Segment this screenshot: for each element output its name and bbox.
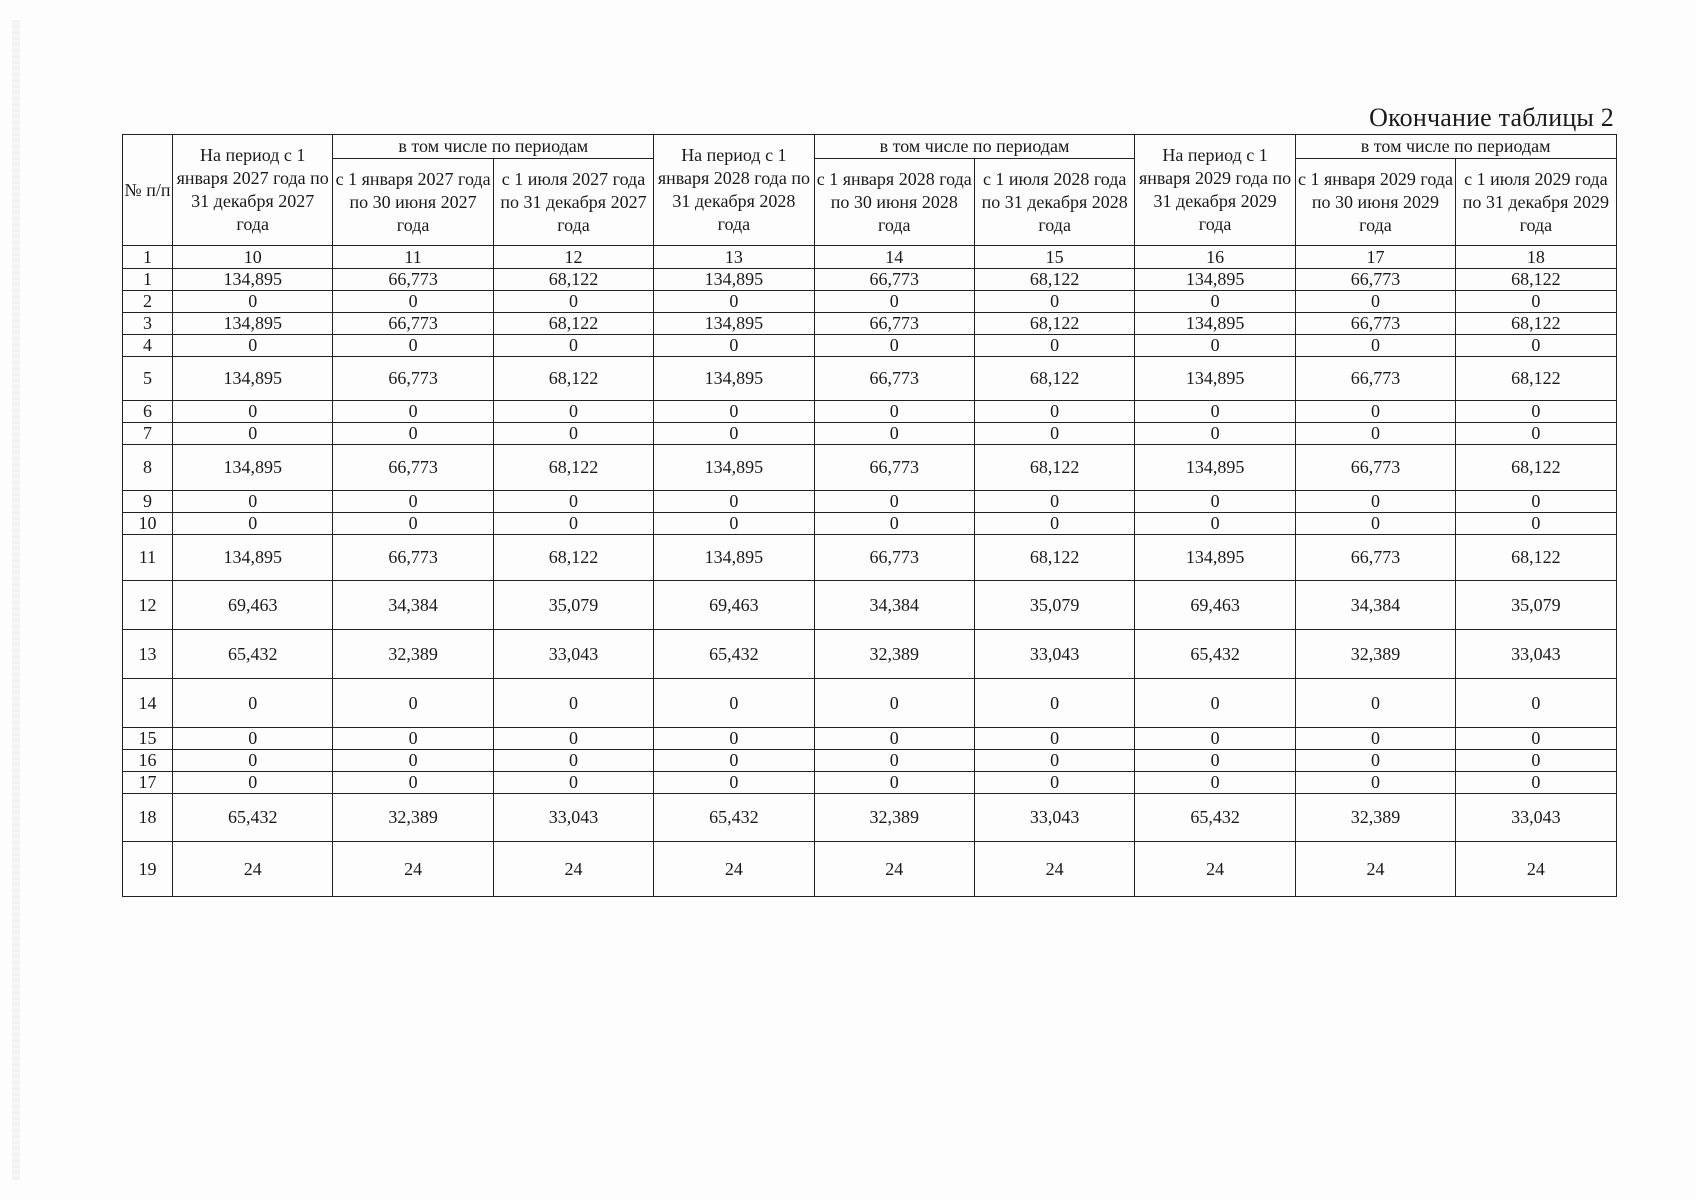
table-row xyxy=(123,335,1617,357)
table-cell: 68,122 xyxy=(1456,445,1616,491)
table-cell: 0 xyxy=(1135,772,1295,794)
table-cell: 0 xyxy=(493,291,653,313)
table-cell: 35,079 xyxy=(1456,581,1616,630)
column-number: 10 xyxy=(173,246,333,269)
table-cell: 0 xyxy=(1135,679,1295,728)
table-cell: 32,389 xyxy=(814,794,974,842)
table-cell: 0 xyxy=(814,513,974,535)
table-cell: 0 xyxy=(1295,423,1455,445)
table-row xyxy=(123,750,1617,772)
table-cell: 32,389 xyxy=(1295,794,1455,842)
table-cell: 69,463 xyxy=(173,581,333,630)
table-cell: 0 xyxy=(1456,513,1616,535)
row-number: 10 xyxy=(123,513,173,535)
table-cell: 0 xyxy=(493,491,653,513)
table-cell: 66,773 xyxy=(333,313,493,335)
table-cell: 134,895 xyxy=(173,313,333,335)
table-cell: 68,122 xyxy=(974,535,1134,581)
table-cell: 24 xyxy=(654,842,814,897)
table-cell: 0 xyxy=(493,728,653,750)
table-cell: 0 xyxy=(654,335,814,357)
table-row xyxy=(123,357,1617,401)
table-cell: 0 xyxy=(1135,335,1295,357)
header-group-2029: в том числе по периодам xyxy=(1295,135,1616,159)
table-cell: 0 xyxy=(333,423,493,445)
header-col-13: На период с 1 января 2028 года по 31 декабря 2028 года xyxy=(654,135,814,246)
table-cell: 0 xyxy=(173,750,333,772)
table-cell: 0 xyxy=(814,750,974,772)
header-col-18: с 1 июля 2029 года по 31 декабря 2029 года xyxy=(1456,159,1616,246)
table-cell: 0 xyxy=(654,750,814,772)
header-no: № п/п xyxy=(123,135,173,246)
table-cell: 0 xyxy=(654,401,814,423)
table-row xyxy=(123,445,1617,491)
table-cell: 0 xyxy=(1295,728,1455,750)
scan-edge-shadow xyxy=(12,20,20,1180)
table-cell: 134,895 xyxy=(654,269,814,291)
table-cell: 0 xyxy=(1295,513,1455,535)
table-cell: 34,384 xyxy=(1295,581,1455,630)
table-cell: 0 xyxy=(493,335,653,357)
table-cell: 68,122 xyxy=(1456,357,1616,401)
table-cell: 0 xyxy=(814,491,974,513)
table-cell: 68,122 xyxy=(1456,535,1616,581)
table-row xyxy=(123,535,1617,581)
table-cell: 134,895 xyxy=(173,357,333,401)
table-cell: 65,432 xyxy=(1135,794,1295,842)
table-cell: 0 xyxy=(1456,728,1616,750)
table-cell: 24 xyxy=(173,842,333,897)
table-cell: 0 xyxy=(173,513,333,535)
table-row xyxy=(123,269,1617,291)
header-col-17: с 1 января 2029 года по 30 июня 2029 года xyxy=(1295,159,1455,246)
table-cell: 34,384 xyxy=(333,581,493,630)
table-cell: 0 xyxy=(1135,750,1295,772)
table-cell: 134,895 xyxy=(654,535,814,581)
table-row xyxy=(123,313,1617,335)
table-cell: 0 xyxy=(1456,750,1616,772)
table-cell: 0 xyxy=(1295,491,1455,513)
table-cell: 66,773 xyxy=(1295,269,1455,291)
column-number: 1 xyxy=(123,246,173,269)
table-cell: 0 xyxy=(1456,401,1616,423)
table-cell: 0 xyxy=(1456,679,1616,728)
table-row xyxy=(123,794,1617,842)
table-cell: 134,895 xyxy=(1135,535,1295,581)
table-cell: 24 xyxy=(1135,842,1295,897)
table-cell: 0 xyxy=(654,291,814,313)
row-number: 4 xyxy=(123,335,173,357)
table-row xyxy=(123,581,1617,630)
table-cell: 65,432 xyxy=(654,794,814,842)
table-cell: 0 xyxy=(493,423,653,445)
table-cell: 0 xyxy=(974,772,1134,794)
table-cell: 68,122 xyxy=(1456,269,1616,291)
column-number: 16 xyxy=(1135,246,1295,269)
table-cell: 0 xyxy=(654,491,814,513)
table-cell: 33,043 xyxy=(1456,794,1616,842)
header-group-2027: в том числе по периодам xyxy=(333,135,654,159)
table-cell: 0 xyxy=(1456,291,1616,313)
table-cell: 66,773 xyxy=(333,269,493,291)
row-number: 17 xyxy=(123,772,173,794)
table-row xyxy=(123,772,1617,794)
row-number: 16 xyxy=(123,750,173,772)
table-cell: 0 xyxy=(1295,772,1455,794)
table-cell: 0 xyxy=(974,423,1134,445)
table-cell: 35,079 xyxy=(493,581,653,630)
table-cell: 134,895 xyxy=(1135,269,1295,291)
column-number: 15 xyxy=(974,246,1134,269)
header-row-subperiods xyxy=(123,159,1617,246)
header-col-15: с 1 июля 2028 года по 31 декабря 2028 года xyxy=(974,159,1134,246)
header-col-12: с 1 июля 2027 года по 31 декабря 2027 года xyxy=(493,159,653,246)
data-table xyxy=(122,134,1617,897)
table-cell: 0 xyxy=(333,750,493,772)
table-cell: 0 xyxy=(1135,423,1295,445)
table-cell: 0 xyxy=(173,679,333,728)
table-cell: 0 xyxy=(333,728,493,750)
table-cell: 134,895 xyxy=(173,535,333,581)
table-cell: 33,043 xyxy=(493,630,653,679)
table-cell: 0 xyxy=(814,679,974,728)
table-cell: 68,122 xyxy=(974,313,1134,335)
table-cell: 66,773 xyxy=(1295,357,1455,401)
table-cell: 0 xyxy=(333,679,493,728)
table-cell: 65,432 xyxy=(1135,630,1295,679)
column-number: 18 xyxy=(1456,246,1616,269)
table-cell: 0 xyxy=(173,772,333,794)
table-cell: 66,773 xyxy=(1295,535,1455,581)
table-cell: 68,122 xyxy=(493,535,653,581)
table-cell: 0 xyxy=(333,335,493,357)
table-cell: 66,773 xyxy=(814,445,974,491)
row-number: 18 xyxy=(123,794,173,842)
table-row xyxy=(123,513,1617,535)
table-cell: 66,773 xyxy=(814,269,974,291)
table-cell: 66,773 xyxy=(1295,313,1455,335)
table-caption: Окончание таблицы 2 xyxy=(1369,103,1614,132)
table-cell: 0 xyxy=(173,335,333,357)
table-cell: 0 xyxy=(333,491,493,513)
table-cell: 65,432 xyxy=(654,630,814,679)
table-cell: 0 xyxy=(1295,750,1455,772)
table-cell: 0 xyxy=(333,772,493,794)
table-cell: 0 xyxy=(1456,491,1616,513)
table-cell: 0 xyxy=(974,401,1134,423)
table-cell: 0 xyxy=(1456,335,1616,357)
header-col-11: с 1 января 2027 года по 30 июня 2027 года xyxy=(333,159,493,246)
table-header xyxy=(123,135,1617,269)
table-cell: 0 xyxy=(974,750,1134,772)
table-cell: 66,773 xyxy=(333,535,493,581)
table-cell: 0 xyxy=(493,772,653,794)
table-cell: 32,389 xyxy=(333,630,493,679)
table-cell: 0 xyxy=(974,513,1134,535)
table-cell: 0 xyxy=(814,728,974,750)
table-cell: 134,895 xyxy=(1135,445,1295,491)
table-cell: 35,079 xyxy=(974,581,1134,630)
table-cell: 0 xyxy=(654,728,814,750)
row-number: 14 xyxy=(123,679,173,728)
table-cell: 0 xyxy=(1135,728,1295,750)
table-cell: 0 xyxy=(333,291,493,313)
table-cell: 24 xyxy=(1456,842,1616,897)
table-cell: 68,122 xyxy=(493,269,653,291)
table-cell: 0 xyxy=(1135,291,1295,313)
table-row xyxy=(123,842,1617,897)
header-col-10: На период с 1 января 2027 года по 31 декабря 2027 года xyxy=(173,135,333,246)
row-number: 1 xyxy=(123,269,173,291)
table-cell: 134,895 xyxy=(654,445,814,491)
table-row xyxy=(123,630,1617,679)
table-cell: 69,463 xyxy=(654,581,814,630)
row-number: 15 xyxy=(123,728,173,750)
row-number: 9 xyxy=(123,491,173,513)
table-cell: 32,389 xyxy=(333,794,493,842)
column-number: 11 xyxy=(333,246,493,269)
table-cell: 68,122 xyxy=(493,313,653,335)
table-cell: 68,122 xyxy=(1456,313,1616,335)
header-row-groups xyxy=(123,135,1617,159)
row-number: 13 xyxy=(123,630,173,679)
table-cell: 0 xyxy=(173,728,333,750)
table-cell: 0 xyxy=(173,291,333,313)
table-cell: 68,122 xyxy=(493,445,653,491)
table-cell: 0 xyxy=(974,491,1134,513)
table-body xyxy=(123,269,1617,897)
column-number: 17 xyxy=(1295,246,1455,269)
table-row xyxy=(123,728,1617,750)
table-cell: 0 xyxy=(493,679,653,728)
table-row xyxy=(123,401,1617,423)
row-number: 19 xyxy=(123,842,173,897)
table-cell: 33,043 xyxy=(974,794,1134,842)
table-row xyxy=(123,679,1617,728)
table-cell: 0 xyxy=(654,772,814,794)
row-number: 6 xyxy=(123,401,173,423)
table-cell: 0 xyxy=(493,401,653,423)
table-cell: 32,389 xyxy=(1295,630,1455,679)
table-cell: 0 xyxy=(814,772,974,794)
table-cell: 66,773 xyxy=(333,445,493,491)
table-cell: 65,432 xyxy=(173,630,333,679)
table-cell: 0 xyxy=(1295,679,1455,728)
table-cell: 68,122 xyxy=(974,357,1134,401)
column-number-row xyxy=(123,246,1617,269)
table-cell: 0 xyxy=(173,423,333,445)
row-number: 8 xyxy=(123,445,173,491)
table-row xyxy=(123,423,1617,445)
table-cell: 24 xyxy=(333,842,493,897)
table-cell: 0 xyxy=(814,423,974,445)
table-cell: 68,122 xyxy=(493,357,653,401)
table-cell: 0 xyxy=(333,401,493,423)
column-number: 13 xyxy=(654,246,814,269)
table-cell: 0 xyxy=(974,679,1134,728)
row-number: 3 xyxy=(123,313,173,335)
table-cell: 134,895 xyxy=(173,445,333,491)
table-row xyxy=(123,291,1617,313)
row-number: 5 xyxy=(123,357,173,401)
header-col-16: На период с 1 января 2029 года по 31 декабря 2029 года xyxy=(1135,135,1295,246)
table-cell: 0 xyxy=(814,335,974,357)
table-cell: 134,895 xyxy=(654,313,814,335)
table-cell: 0 xyxy=(1295,291,1455,313)
table-row xyxy=(123,491,1617,513)
table-cell: 66,773 xyxy=(814,357,974,401)
table-cell: 66,773 xyxy=(1295,445,1455,491)
table-cell: 0 xyxy=(1135,513,1295,535)
table-cell: 24 xyxy=(1295,842,1455,897)
row-number: 12 xyxy=(123,581,173,630)
table-cell: 0 xyxy=(1295,401,1455,423)
table-cell: 134,895 xyxy=(1135,357,1295,401)
table-cell: 0 xyxy=(493,750,653,772)
table-cell: 0 xyxy=(814,401,974,423)
column-number: 12 xyxy=(493,246,653,269)
table-cell: 0 xyxy=(173,401,333,423)
table-cell: 0 xyxy=(1295,335,1455,357)
table-cell: 0 xyxy=(333,513,493,535)
table-cell: 0 xyxy=(654,679,814,728)
table-cell: 0 xyxy=(1135,401,1295,423)
table-cell: 24 xyxy=(974,842,1134,897)
table-cell: 69,463 xyxy=(1135,581,1295,630)
table-cell: 134,895 xyxy=(173,269,333,291)
table-cell: 134,895 xyxy=(1135,313,1295,335)
table-cell: 0 xyxy=(1456,423,1616,445)
table-cell: 34,384 xyxy=(814,581,974,630)
table-cell: 66,773 xyxy=(814,535,974,581)
table-cell: 33,043 xyxy=(1456,630,1616,679)
header-col-14: с 1 января 2028 года по 30 июня 2028 года xyxy=(814,159,974,246)
table-cell: 0 xyxy=(654,423,814,445)
table-cell: 66,773 xyxy=(333,357,493,401)
row-number: 11 xyxy=(123,535,173,581)
table-cell: 33,043 xyxy=(493,794,653,842)
table-cell: 0 xyxy=(493,513,653,535)
row-number: 7 xyxy=(123,423,173,445)
table-cell: 66,773 xyxy=(814,313,974,335)
table-cell: 24 xyxy=(814,842,974,897)
table-cell: 68,122 xyxy=(974,445,1134,491)
row-number: 2 xyxy=(123,291,173,313)
table-cell: 68,122 xyxy=(974,269,1134,291)
table-cell: 24 xyxy=(493,842,653,897)
column-number: 14 xyxy=(814,246,974,269)
table-cell: 0 xyxy=(974,728,1134,750)
table-cell: 0 xyxy=(654,513,814,535)
table-cell: 0 xyxy=(1456,772,1616,794)
table-cell: 32,389 xyxy=(814,630,974,679)
table-cell: 134,895 xyxy=(654,357,814,401)
table-cell: 0 xyxy=(974,335,1134,357)
header-group-2028: в том числе по периодам xyxy=(814,135,1135,159)
table-cell: 0 xyxy=(974,291,1134,313)
table-cell: 0 xyxy=(814,291,974,313)
table-cell: 0 xyxy=(1135,491,1295,513)
table-cell: 65,432 xyxy=(173,794,333,842)
table-cell: 0 xyxy=(173,491,333,513)
table-cell: 33,043 xyxy=(974,630,1134,679)
